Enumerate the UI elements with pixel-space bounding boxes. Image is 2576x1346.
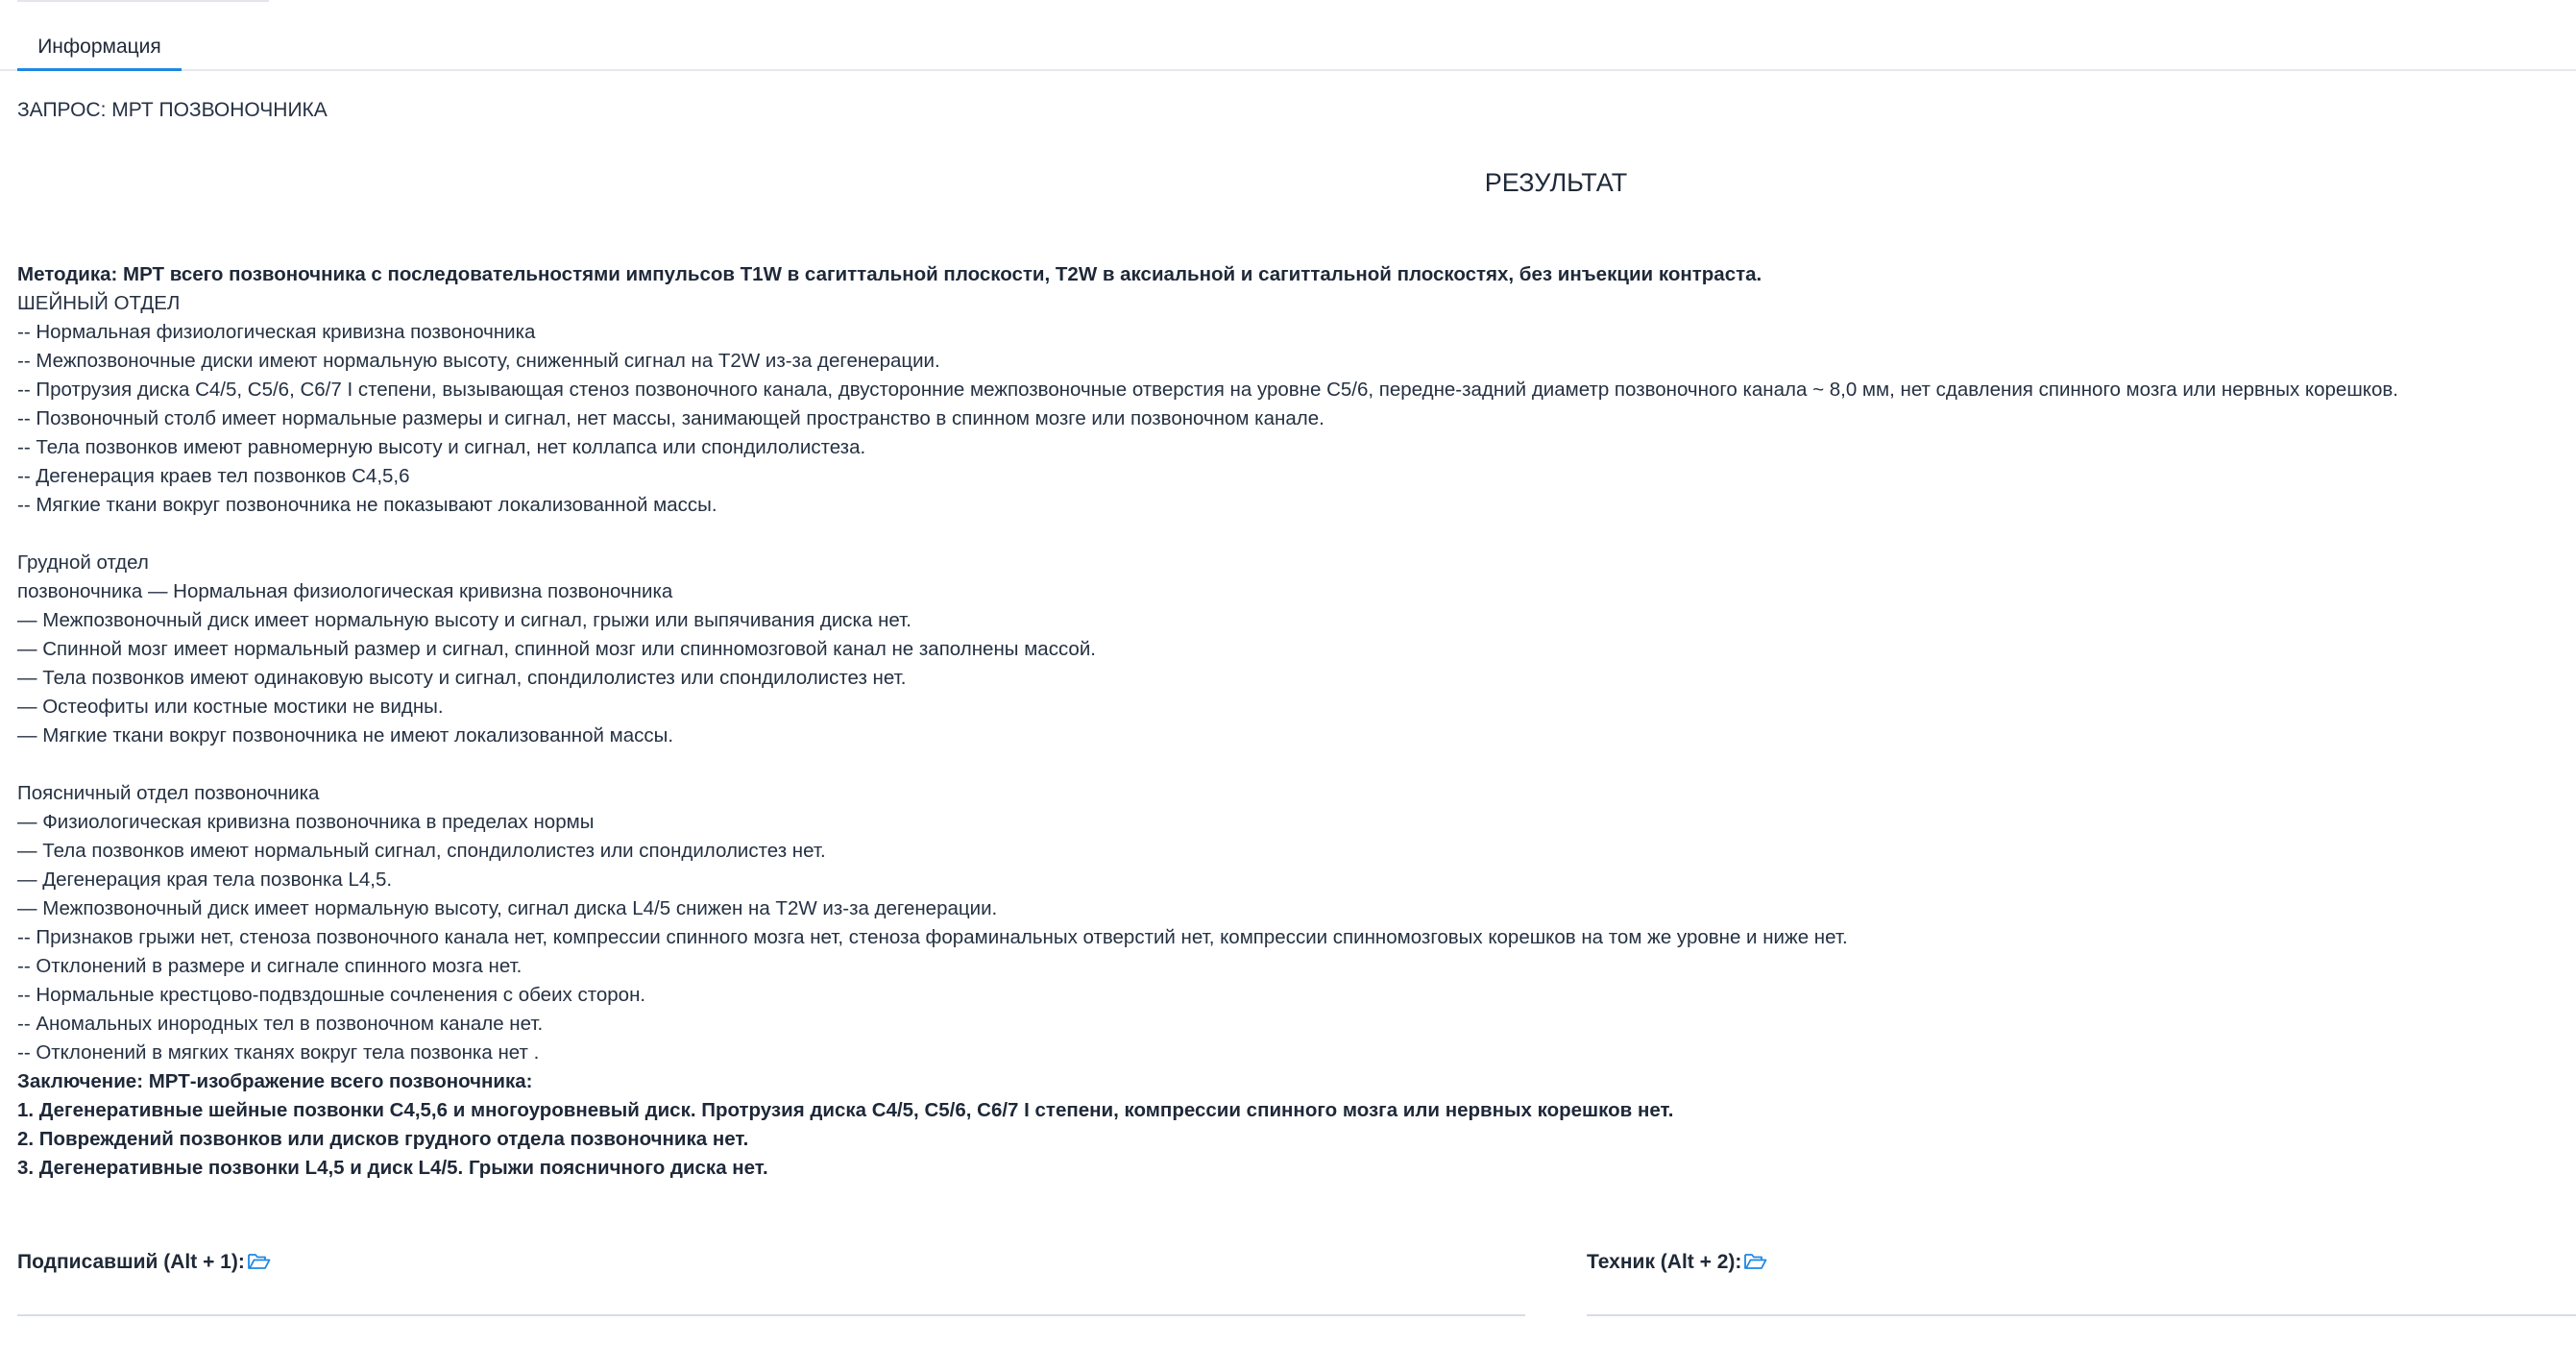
section-gap bbox=[17, 750, 2553, 779]
cervical-line: -- Протрузия диска C4/5, C5/6, C6/7 I степени, вызывающая стеноз позвоночного канала, двусторонние межпозвоночные отверстия на уровне C5/6, передне-задний диаметр позвоночного канала ~ 8,0 мм, нет сдавления спинного мозга или нервных корешков. bbox=[17, 379, 2398, 401]
conclusion-item: 3. Дегенеративные позвонки L4,5 и диск L4/5. Грыжи поясничного диска нет. bbox=[17, 1157, 768, 1179]
cervical-line: -- Межпозвоночные диски имеют нормальную высоту, сниженный сигнал на T2W из-за дегенерации. bbox=[17, 350, 940, 372]
tab-bar bbox=[0, 25, 2576, 71]
cervical-line: -- Позвоночный столб имеет нормальные размеры и сигнал, нет массы, занимающей пространство в спинном мозге или позвоночном канале. bbox=[17, 407, 1324, 429]
lumbar-line: — Дегенерация края тела позвонка L4,5. bbox=[17, 869, 393, 891]
cervical-line: -- Тела позвонков имеют равномерную высоту и сигнал, нет коллапса или спондилолистеза. bbox=[17, 436, 866, 458]
tab-information[interactable]: Информация bbox=[17, 25, 182, 71]
section-gap bbox=[17, 520, 2553, 549]
cervical-line: -- Нормальная физиологическая кривизна позвоночника bbox=[17, 321, 536, 343]
folder-open-icon[interactable] bbox=[1743, 1251, 1768, 1270]
thoracic-line: — Остеофиты или костные мостики не видны. bbox=[17, 696, 444, 718]
lumbar-line: — Межпозвоночный диск имеет нормальную высоту, сигнал диска L4/5 снижен на T2W из-за дегенерации. bbox=[17, 897, 998, 919]
technician-signature-line[interactable] bbox=[1587, 1314, 2576, 1316]
lumbar-line: — Физиологическая кривизна позвоночника в пределах нормы bbox=[17, 811, 595, 833]
lumbar-line: -- Отклонений в мягких тканях вокруг тела позвонка нет . bbox=[17, 1041, 540, 1064]
thoracic-line: — Мягкие ткани вокруг позвоночника не имеют локализованной массы. bbox=[17, 724, 674, 746]
cervical-heading: ШЕЙНЫЙ ОТДЕЛ bbox=[17, 292, 181, 314]
lumbar-line: — Тела позвонков имеют нормальный сигнал, спондилолистез или спондилолистез нет. bbox=[17, 840, 826, 862]
thoracic-line: позвоночника — Нормальная физиологическая кривизна позвоночника bbox=[17, 580, 673, 602]
request-label: ЗАПРОС: МРТ ПОЗВОНОЧНИКА bbox=[17, 99, 328, 121]
lumbar-line: -- Аномальных инородных тел в позвоночном канале нет. bbox=[17, 1013, 544, 1035]
conclusion-item: 2. Повреждений позвонков или дисков грудного отдела позвоночника нет. bbox=[17, 1128, 749, 1150]
signer-label: Подписавший (Alt + 1): bbox=[17, 1251, 245, 1273]
folder-open-icon[interactable] bbox=[247, 1251, 272, 1270]
report-method: Методика: МРТ всего позвоночника с последовательностями импульсов T1W в сагиттальной плоскости, T2W в аксиальной и сагиттальной плоскостях, без инъекции контраста. bbox=[17, 263, 1762, 285]
conclusion-heading: Заключение: МРТ-изображение всего позвоночника: bbox=[17, 1070, 533, 1092]
cervical-line: -- Мягкие ткани вокруг позвоночника не показывают локализованной массы. bbox=[17, 494, 717, 516]
report-body bbox=[17, 260, 2553, 1183]
technician-field bbox=[1587, 1248, 1768, 1277]
lumbar-line: -- Отклонений в размере и сигнале спинного мозга нет. bbox=[17, 955, 522, 977]
technician-label: Техник (Alt + 2): bbox=[1587, 1251, 1742, 1273]
thoracic-line: — Тела позвонков имеют одинаковую высоту и сигнал, спондилолистез или спондилолистез нет. bbox=[17, 667, 907, 689]
lumbar-heading: Поясничный отдел позвоночника bbox=[17, 782, 320, 804]
signer-signature-line[interactable] bbox=[17, 1314, 1525, 1316]
lumbar-line: -- Нормальные крестцово-подвздошные сочленения с обеих сторон. bbox=[17, 984, 646, 1006]
signer-field bbox=[17, 1248, 272, 1277]
result-title: РЕЗУЛЬТАТ bbox=[1484, 168, 1628, 197]
top-divider-stub bbox=[17, 0, 269, 2]
lumbar-line: -- Признаков грыжи нет, стеноза позвоночного канала нет, компрессии спинного мозга нет, стеноза фораминальных отверстий нет, компрессии спинномозговых корешков на том же уровне и ниже нет. bbox=[17, 926, 1848, 948]
thoracic-line: — Межпозвоночный диск имеет нормальную высоту и сигнал, грыжи или выпячивания диска нет. bbox=[17, 609, 911, 631]
thoracic-heading: Грудной отдел bbox=[17, 551, 149, 574]
conclusion-item: 1. Дегенеративные шейные позвонки C4,5,6 и многоуровневый диск. Протрузия диска C4/5, C5/6, C6/7 I степени, компрессии спинного мозга или нервных корешков нет. bbox=[17, 1099, 1674, 1121]
thoracic-line: — Спинной мозг имеет нормальный размер и сигнал, спинной мозг или спинномозговой канал не заполнены массой. bbox=[17, 638, 1096, 660]
cervical-line: -- Дегенерация краев тел позвонков C4,5,6 bbox=[17, 465, 410, 487]
